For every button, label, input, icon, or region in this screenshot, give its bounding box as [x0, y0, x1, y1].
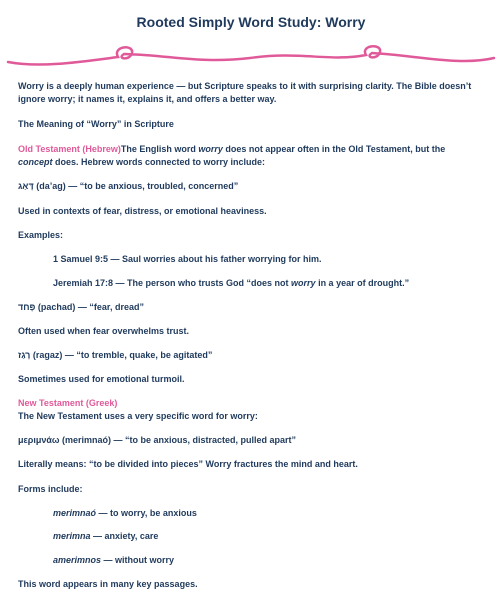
form1-def: — to worry, be anxious [96, 508, 197, 518]
examples-label: Examples: [18, 230, 64, 240]
forms-label: Forms include: [18, 484, 83, 494]
ot-intro-b: does not appear often in the Old Testament, but the [222, 144, 446, 154]
ex2-b: in a year of drought.” [315, 278, 410, 288]
hebrew-word-daag: דָּאַג (da’ag) — “to be anxious, troubled, concerned” [18, 181, 239, 191]
ex2-a: Jeremiah 17:8 — The person who trusts God “does not [53, 278, 292, 288]
form3-word: amerimnos [53, 555, 102, 565]
nt-intro: The New Testament uses a very specific word for worry: [18, 411, 258, 421]
ragaz-usage: Sometimes used for emotional turmoil. [18, 374, 185, 384]
form1-word: merimnaó [53, 508, 97, 518]
ot-intro-concept: concept [18, 157, 53, 167]
ot-intro-c: does. Hebrew words connected to worry include: [52, 157, 266, 167]
ot-intro-worry: worry [198, 144, 223, 154]
form2-def: — anxiety, care [90, 531, 159, 541]
swirl-divider [0, 40, 502, 70]
hebrew-word-pachad: פָּחד (pachad) — “fear, dread” [18, 302, 144, 312]
nt-heading: New Testament (Greek) [18, 398, 118, 408]
example-jeremiah [53, 277, 409, 290]
intro-paragraph: Worry is a deeply human experience — but Scripture speaks to it with surprising clarity. The Bible doesn’t ignore worry; it names it, explains it, and offers a better way. [18, 81, 472, 104]
hebrew-word-ragaz: רָגַז (ragaz) — “to tremble, quake, be agitated” [18, 350, 213, 360]
literal-meaning: Literally means: “to be divided into pieces” Worry fractures the mind and heart. [18, 459, 358, 469]
pachad-usage: Often used when fear overwhelms trust. [18, 326, 190, 336]
meaning-heading: The Meaning of “Worry” in Scripture [18, 119, 174, 129]
form-merimnao [53, 507, 197, 520]
ot-intro-line-2 [18, 156, 265, 169]
page-title: Rooted Simply Word Study: Worry [136, 14, 366, 30]
example-1-samuel: 1 Samuel 9:5 — Saul worries about his father worrying for him. [53, 254, 322, 264]
form3-def: — without worry [101, 555, 175, 565]
closing-line: This word appears in many key passages. [18, 579, 198, 589]
ot-intro-a: The English word [120, 144, 199, 154]
daag-usage: Used in contexts of fear, distress, or emotional heaviness. [18, 206, 267, 216]
ot-intro-line-1 [18, 143, 445, 156]
greek-word-merimnao: μεριμνάω (merimnaó) — “to be anxious, distracted, pulled apart” [18, 435, 297, 445]
form2-word: merimna [53, 531, 91, 541]
form-merimna [53, 530, 158, 543]
ot-heading: Old Testament (Hebrew) [18, 144, 121, 154]
form-amerimnos [53, 554, 174, 567]
ex2-worry: worry [291, 278, 316, 288]
